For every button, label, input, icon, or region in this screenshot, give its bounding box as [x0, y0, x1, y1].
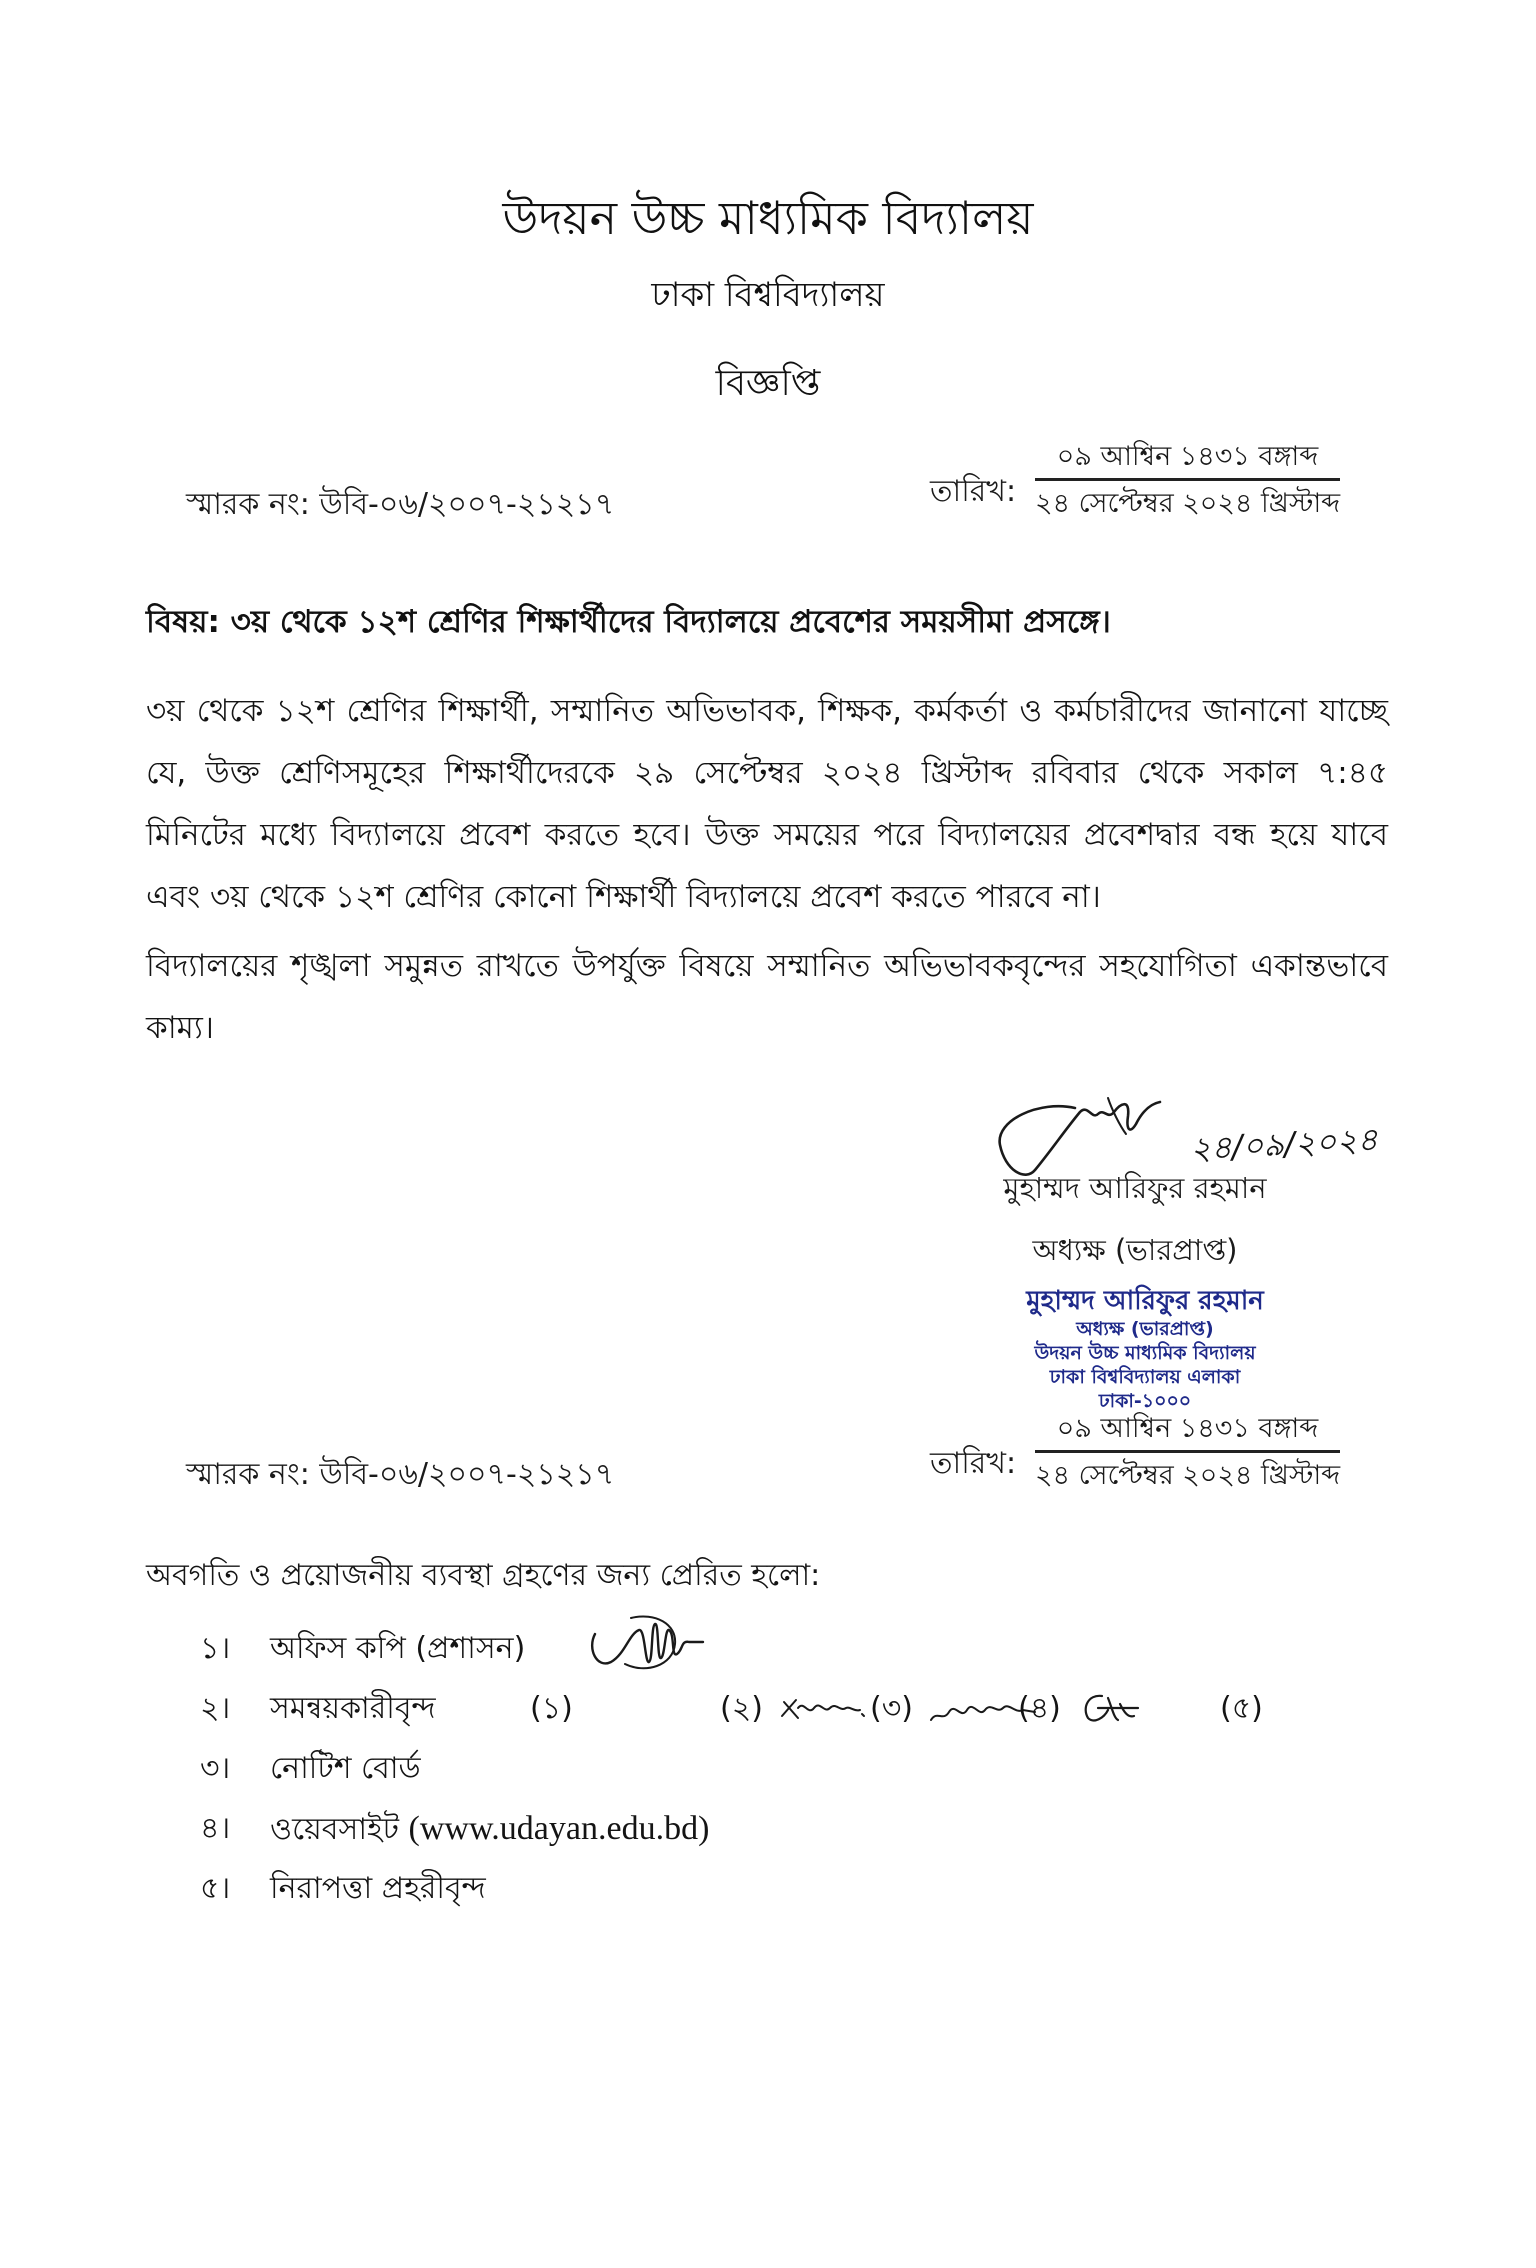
handwritten-initial: [1078, 1688, 1148, 1728]
coordinator-marker: (১): [530, 1691, 573, 1726]
item-number: ২।: [200, 1691, 231, 1726]
stamp-name: মুহাম্মদ আরিফুর রহমান: [1026, 1286, 1264, 1316]
item-label: [270, 1808, 709, 1851]
item-number: ৫।: [200, 1871, 231, 1906]
date-block: [930, 1410, 1350, 1520]
item-label: নোটিশ বোর্ড: [270, 1751, 421, 1786]
coordinator-marker: (৪): [1018, 1691, 1061, 1726]
document-type-heading: বিজ্ঞপ্তি: [715, 363, 821, 404]
official-stamp: [990, 1285, 1300, 1413]
stamp-area: ঢাকা বিশ্ববিদ্যালয় এলাকা: [1049, 1366, 1241, 1388]
date-bangla: ০৯ আশ্বিন ১৪৩১ বঙ্গাব্দ: [1056, 441, 1319, 472]
date-label: তারিখ:: [930, 1446, 1017, 1481]
website-url: (www.udayan.edu.bd): [408, 1810, 710, 1847]
date-divider: [1035, 1450, 1340, 1453]
date-gregorian: ২৪ সেপ্টেম্বর ২০২৪ খ্রিস্টাব্দ: [1035, 488, 1341, 519]
distribution-item: [200, 1748, 700, 1790]
school-name: উদয়ন উচ্চ মাধ্যমিক বিদ্যালয়: [502, 191, 1034, 245]
distribution-item: [200, 1628, 700, 1670]
affiliation: ঢাকা বিশ্ববিদ্যালয়: [651, 275, 885, 315]
body-paragraph: ৩য় থেকে ১২শ শ্রেণির শিক্ষার্থী, সম্মানিত অভিভাবক, শিক্ষক, কর্মকর্তা ও কর্মচারীদের জানানো যাচ্ছে যে, উক্ত শ্রেণিসমূহের শিক্ষার্থীদেরকে ২৯ সেপ্টেম্বর ২০২৪ খ্রিস্টাব্দ রবিবার থেকে সকাল ৭:৪৫ মিনিটের মধ্যে বিদ্যালয়ে প্রবেশ করতে হবে। উক্ত সময়ের পরে বিদ্যালয়ের প্রবেশদ্বার বন্ধ হয়ে যাবে এবং ৩য় থেকে ১২শ শ্রেণির কোনো শিক্ষার্থী বিদ্যালয়ে প্রবেশ করতে পারবে না।: [146, 693, 1388, 915]
stamp-city: ঢাকা-১০০০: [1098, 1390, 1192, 1412]
coordinator-marker: (২): [720, 1691, 763, 1726]
subject-line: বিষয়: ৩য় থেকে ১২শ শ্রেণির শিক্ষার্থীদের বিদ্যালয়ে প্রবেশের সময়সীমা প্রসঙ্গে।: [146, 604, 1111, 640]
date-block: [930, 438, 1350, 548]
body-paragraph: বিদ্যালয়ের শৃঙ্খলা সমুন্নত রাখতে উপর্যুক্ত বিষয়ে সম্মানিত অভিভাবকবৃন্দের সহযোগিতা একান্তভাবে কাম্য।: [146, 948, 1388, 1046]
item-number: ৪।: [200, 1811, 231, 1846]
date-bangla: ০৯ আশ্বিন ১৪৩১ বঙ্গাব্দ: [1056, 1413, 1319, 1444]
signer-name: মুহাম্মদ আরিফুর রহমান: [1003, 1171, 1267, 1205]
stamp-title: অধ্যক্ষ (ভারপ্রাপ্ত): [1076, 1318, 1214, 1340]
date-divider: [1035, 478, 1340, 481]
distribution-item: [200, 1868, 700, 1910]
signature-date: ২৪/০৯/২০২৪: [1189, 1120, 1379, 1168]
item-label: নিরাপত্তা প্রহরীবৃন্দ: [270, 1871, 486, 1906]
item-label: অফিস কপি (প্রশাসন): [270, 1631, 526, 1666]
item-number: ৩।: [200, 1751, 231, 1786]
item-number: ১।: [200, 1631, 231, 1666]
coordinator-marker: (৫): [1220, 1691, 1263, 1726]
memo-number: স্মারক নং: উবি-০৬/২০০৭-২১২১৭: [186, 1457, 615, 1492]
memo-number: স্মারক নং: উবি-০৬/২০০৭-২১২১৭: [186, 487, 615, 522]
date-label: তারিখ:: [930, 474, 1017, 509]
item-label: সমন্বয়কারীবৃন্দ: [270, 1691, 436, 1726]
coordinator-marker: (৩): [870, 1691, 913, 1726]
distribution-item: [200, 1688, 1350, 1730]
date-fraction: [1035, 1410, 1340, 1495]
stamp-school: উদয়ন উচ্চ মাধ্যমিক বিদ্যালয়: [1034, 1342, 1256, 1364]
distribution-intro: অবগতি ও প্রয়োজনীয় ব্যবস্থা গ্রহণের জন্য প্রেরিত হলো:: [146, 1558, 821, 1593]
date-fraction: [1035, 438, 1340, 523]
handwritten-initial: [585, 1614, 705, 1676]
handwritten-initial: [778, 1690, 868, 1726]
signer-title: অধ্যক্ষ (ভারপ্রাপ্ত): [1032, 1233, 1238, 1267]
distribution-item: [200, 1808, 900, 1850]
item-label-text: ওয়েবসাইট: [270, 1812, 399, 1847]
date-gregorian: ২৪ সেপ্টেম্বর ২০২৪ খ্রিস্টাব্দ: [1035, 1460, 1341, 1491]
